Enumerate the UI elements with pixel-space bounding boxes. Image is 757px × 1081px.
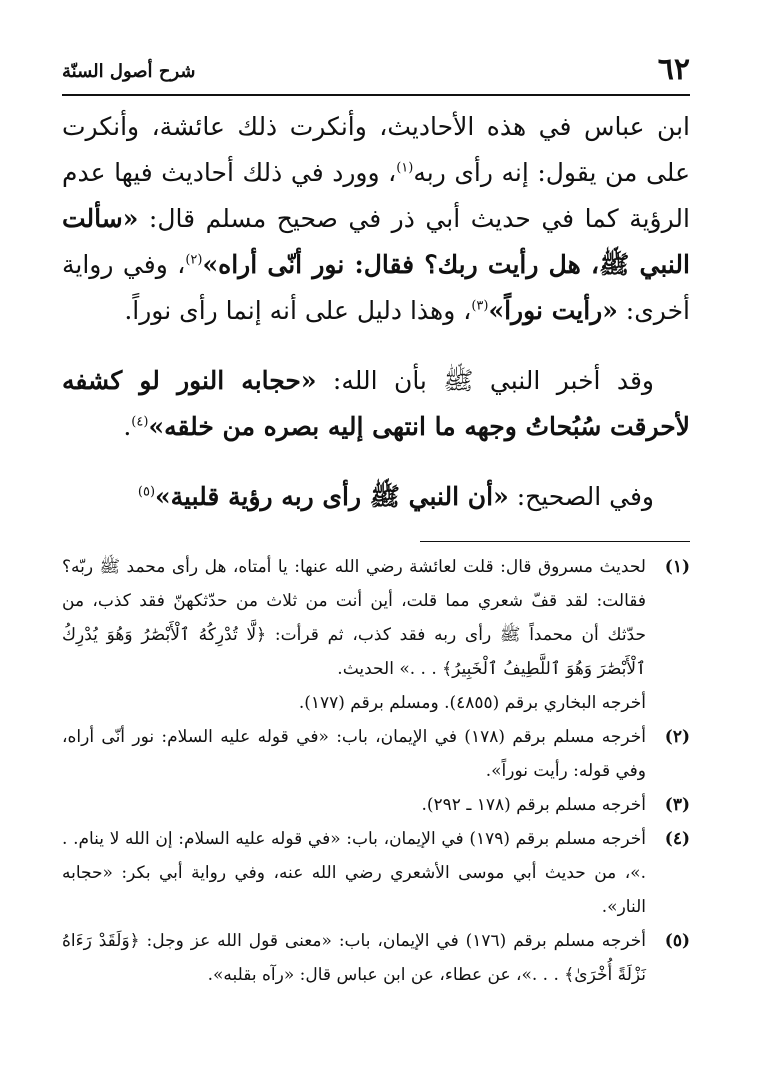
paragraph-1 <box>62 104 690 334</box>
paragraph-3 <box>62 474 690 520</box>
text-segment: ، وفي رواية أخرى: <box>62 250 690 325</box>
footnote-ref-4: (٤) <box>131 414 149 430</box>
footnote-text: لحديث مسروق قال: قلت لعائشة رضي الله عنها: يا أمتاه، هل رأى محمد ﷺ ربّه؟ فقالت: لقد قفّ شعري مما قلت، أين أنت من ثلاث من حدّثكهنّ فقد كذب، من حدّثك أن محمداً ﷺ رأى ربه فقد كذب، ثم قرأت: ﴿لَّا تُدْرِكُهُ ٱلْأَبْصَٰرُ وَهُوَ يُدْرِكُ ٱلْأَبْصَٰرَ وَهُوَ ٱللَّطِيفُ ٱلْخَبِيرُ﴾ . . .» الحديث. <box>62 557 646 679</box>
running-title: شرح أصول السنّة <box>62 61 196 82</box>
footnote-text: أخرجه مسلم برقم (١٧٦) في الإيمان، باب: «معنى قول الله عز وجل: ﴿وَلَقَدْ رَءَاهُ نَزْلَةً أُخْرَىٰ﴾ . . .»، عن عطاء، عن ابن عباس قال: «رآه بقلبه». <box>62 931 647 985</box>
footnote-number: (٢) <box>664 727 690 747</box>
footnote-number: (١) <box>664 557 690 577</box>
footnote-ref-5: (٥) <box>137 484 156 500</box>
text-segment: ، وهذا دليل على أنه إنما رأى نوراً. <box>124 296 472 325</box>
footnote-ref-2: (٢) <box>185 252 203 268</box>
hadith-quote: «حجابه النور لو كشفه لأحرقت سُبُحاتُ وجهه ما انتهى إليه بصره من خلقه» <box>62 366 690 441</box>
footnote-3 <box>62 788 690 822</box>
text-segment: ، وورد في ذلك أحاديث فيها عدم الرؤية كما في حديث أبي ذر في صحيح مسلم قال: <box>62 158 690 233</box>
hadith-quote: «رأيت نوراً» <box>488 296 618 325</box>
footnote-number: (٣) <box>664 795 690 815</box>
text-segment: ابن عباس في هذه الأحاديث، وأنكرت ذلك عائشة، وأنكرت على من يقول: إنه رأى ربه <box>62 112 690 187</box>
hadith-quote: «سألت النبي ﷺ، هل رأيت ربك؟ فقال: نور أنّى أراه» <box>62 204 690 279</box>
header-rule <box>62 94 690 96</box>
page-header <box>62 52 690 92</box>
footnote-text: أخرجه مسلم برقم (١٧٨ ـ ٢٩٢). <box>421 795 646 815</box>
footnote-text: أخرجه البخاري برقم (٤٨٥٥). ومسلم برقم (١٧٧). <box>298 693 646 713</box>
text-segment: وفي الصحيح: <box>508 482 654 511</box>
footnote-separator <box>420 541 690 542</box>
text-segment: . <box>123 412 132 441</box>
footnote-number: (٤) <box>664 829 690 849</box>
footnote-ref-3: (٣) <box>471 298 489 314</box>
page-number: ٦٢ <box>657 52 690 87</box>
footnote-number: (٥) <box>664 931 690 951</box>
footnote-ref-1: (١) <box>396 160 414 176</box>
paragraph-2 <box>62 358 690 450</box>
footnote-4 <box>62 822 690 924</box>
hadith-quote: «أن النبي ﷺ رأى ربه رؤية قلبية» <box>155 482 509 511</box>
footnote-text: أخرجه مسلم برقم (١٧٩) في الإيمان، باب: «في قوله عليه السلام: إن الله لا ينام. . .»، من حديث أبي موسى الأشعري رضي الله عنه، وفي رواية أبي بكر: «حجابه النار». <box>62 829 646 917</box>
footnote-text: أخرجه مسلم برقم (١٧٨) في الإيمان، باب: «في قوله عليه السلام: نور أنّى أراه، وفي قوله: رأيت نوراً». <box>62 727 647 781</box>
text-segment: وقد أخبر النبي ﷺ بأن الله: <box>316 366 655 395</box>
footnote-2 <box>62 720 690 788</box>
footnote-5 <box>62 924 690 992</box>
footnote-1 <box>62 550 690 720</box>
footnotes <box>62 550 690 992</box>
main-text <box>62 104 690 520</box>
